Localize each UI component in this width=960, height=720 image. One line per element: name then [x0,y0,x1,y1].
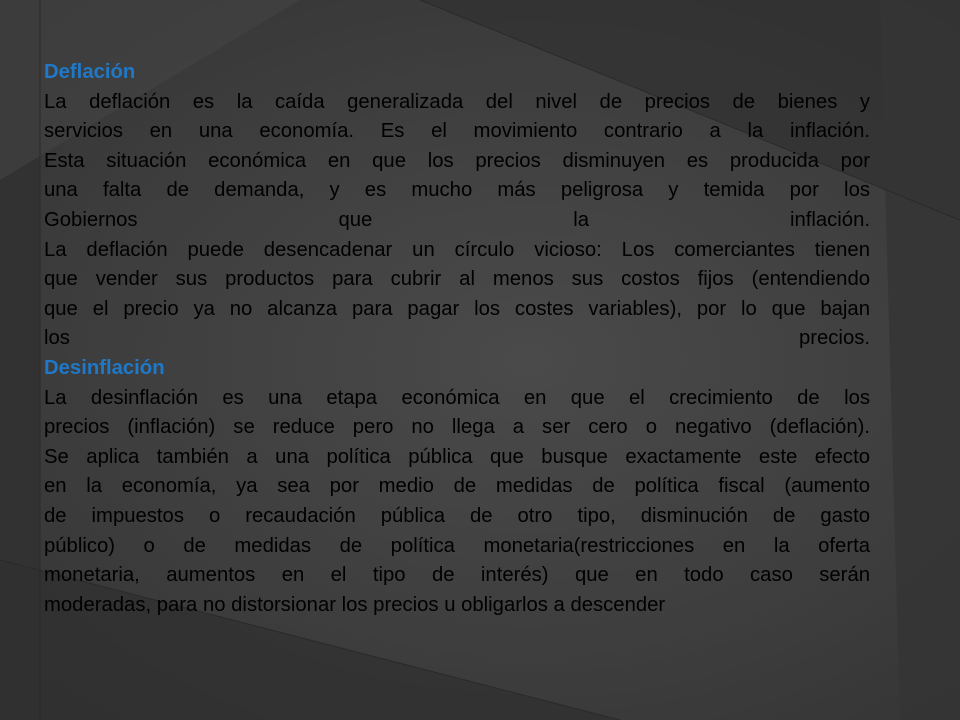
paragraph-desinflacion [44,384,870,621]
text-line: los precios. [44,327,870,350]
text-line: Gobiernos que la inflación. [44,208,870,231]
text-line: que el precio ya no alcanza para pagar los costes variables), por lo que bajan [44,297,870,320]
section-title-deflacion: Deflación [44,61,136,83]
text-line: precios (inflación) se reduce pero no llega a ser cero o negativo (deflación). [44,416,870,439]
text-line: público) o de medidas de política monetaria(restricciones en la oferta [44,534,870,557]
text-line: La desinflación es una etapa económica en que el crecimiento de los [44,386,870,409]
section-title-desinflacion: Desinflación [44,356,165,379]
decor-panel-right [880,0,960,720]
text-line: de impuestos o recaudación pública de otro tipo, disminución de gasto [44,504,870,527]
text-line: monetaria, aumentos en el tipo de interés) que en todo caso serán [44,564,870,587]
text-line: La deflación es la caída generalizada del nivel de precios de bienes y [44,90,870,113]
paragraph-deflacion-circulo [44,236,870,354]
slide-body [44,58,870,620]
text-line: que vender sus productos para cubrir al menos sus costos fijos (entendiendo [44,268,870,291]
text-line: en la economía, ya sea por medio de medidas de política fiscal (aumento [44,475,870,498]
paragraph-deflacion-definition [44,88,870,236]
text-line: servicios en una economía. Es el movimiento contrario a la inflación. [44,120,870,143]
text-line: moderadas, para no distorsionar los precios u obligarlos a descender [44,593,666,616]
text-line: Se aplica también a una política pública que busque exactamente este efecto [44,445,870,468]
text-line: La deflación puede desencadenar un círculo vicioso: Los comerciantes tienen [44,238,870,261]
text-line: Esta situación económica en que los precios disminuyen es producida por [44,149,870,172]
text-line: una falta de demanda, y es mucho más peligrosa y temida por los [44,179,870,202]
